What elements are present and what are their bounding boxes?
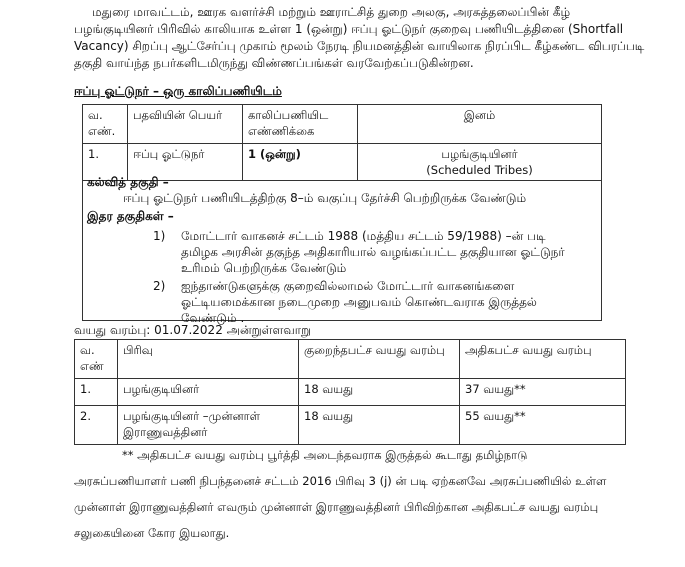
education-label: கல்வித் தகுதி –	[87, 175, 169, 189]
qualification-box	[82, 172, 602, 325]
footnote-line: சலுகையினை கோர இயலாது.	[74, 526, 230, 540]
header-vacancy-count: காலிப்பணியிட எண்ணிக்கை	[243, 105, 358, 144]
item-number: 2)	[153, 279, 166, 293]
age-table	[74, 339, 626, 445]
age-row-category: பழங்குடியினர்	[118, 379, 299, 406]
other-qualifications-label: இதர தகுதிகள் –	[87, 209, 174, 223]
row-sno: 1.	[83, 144, 128, 181]
footnote-line: முன்னாள் இராணுவத்தினர் எவரும் முன்னாள் இராணுவத்தினர் பிரிவிற்கான அதிகபட்ச வயது வரம்பு	[74, 500, 599, 514]
row-vacancy-count: 1 (ஒன்று)	[243, 144, 358, 181]
header-category: இனம்	[358, 105, 602, 144]
age-row-max: 37 வயது**	[460, 379, 626, 406]
age-row-sno: 2.	[75, 406, 118, 445]
intro-line: தகுதி வாய்ந்த நபர்களிடமிருந்து விண்ணப்பங்கள் வரவேற்கப்படுகின்றன.	[74, 56, 474, 70]
row-post-name: ஈப்பு ஓட்டுநர்	[128, 144, 243, 181]
category-english: (Scheduled Tribes)	[426, 163, 533, 177]
age-row	[75, 379, 626, 406]
education-text: ஈப்பு ஓட்டுநர் பணியிடத்திற்கு 8–ம் வகுப்பு தேர்ச்சி பெற்றிருக்க வேண்டும்	[123, 191, 527, 205]
qualification-list	[83, 228, 601, 326]
header-post-name: பதவியின் பெயர்	[128, 105, 243, 144]
age-header-row	[75, 340, 626, 379]
item-number: 1)	[153, 229, 166, 243]
vacancy-table	[82, 104, 602, 181]
footnote	[74, 442, 669, 546]
age-row-min: 18 வயது	[299, 406, 460, 445]
age-row-min: 18 வயது	[299, 379, 460, 406]
post-heading: ஈப்பு ஓட்டுநர் – ஒரு காலிப்பணியிடம்	[74, 84, 282, 98]
vacancy-header-row	[83, 105, 602, 144]
item-text: ஐந்தாண்டுகளுக்கு குறைவில்லாமல் மோட்டார் வாகனங்களை ஓட்டியமைக்கான நடைமுறை அனுபவம் கொண்டவராக இருத்தல் வேண்டும் .	[181, 279, 537, 325]
intro-line: பழங்குடியினர் பிரிவில் காலியாக உள்ள 1 (ஒன்று) ஈப்பு ஓட்டுநர் குறைவு பணியிடத்தினை (Shortfall	[74, 22, 624, 36]
age-header-max: அதிகபட்ச வயது வரம்பு	[460, 340, 626, 379]
age-header-category: பிரிவு	[118, 340, 299, 379]
age-row-max: 55 வயது**	[460, 406, 626, 445]
age-header-sno: வ. எண்	[75, 340, 118, 379]
intro-line: Vacancy) சிறப்பு ஆட்சேர்ப்பு முகாம் மூலம் நேரடி நியமனத்தின் வாயிலாக நிரப்பிட கீழ்கண்ட விபரப்படி	[74, 39, 645, 53]
age-row-category: பழங்குடியினர் –முன்னாள் இராணுவத்தினர்	[118, 406, 299, 445]
intro-line: மதுரை மாவட்டம், ஊரக வளர்ச்சி மற்றும் ஊராட்சித் துறை அலகு, அரசுத்தலைப்பின் கீழ்	[92, 5, 571, 19]
header-sno: வ. எண்.	[83, 105, 128, 144]
footnote-line: ** அதிகபட்ச வயது வரம்பு பூர்த்தி அடைந்தவராக இருத்தல் கூடாது தமிழ்நாடு	[122, 448, 528, 462]
item-text: மோட்டார் வாகனச் சட்டம் 1988 (மத்திய சட்டம் 59/1988) –ன் படி தமிழக அரசின் தகுந்த அதிகாரியால் வழங்கப்பட்ட தகுதியான ஓட்டுநர் உரிமம் பெற்றிருக்க வேண்டும்	[181, 229, 565, 275]
age-limit-heading: வயது வரம்பு: 01.07.2022 அன்றுள்ளவாறு	[74, 323, 312, 337]
age-header-min: குறைந்தபட்ச வயது வரம்பு	[299, 340, 460, 379]
intro-paragraph	[74, 4, 666, 72]
footnote-line: அரசுப்பணியாளர் பணி நிபந்தனைச் சட்டம் 2016 பிரிவு 3 (j) ன் படி ஏற்கனவே அரசுப்பணியில் உள்ள	[74, 474, 607, 488]
age-row	[75, 406, 626, 445]
age-row-sno: 1.	[75, 379, 118, 406]
qualification-item	[83, 278, 601, 326]
category-tamil: பழங்குடியினர்	[441, 147, 518, 161]
qualification-item	[83, 228, 601, 276]
